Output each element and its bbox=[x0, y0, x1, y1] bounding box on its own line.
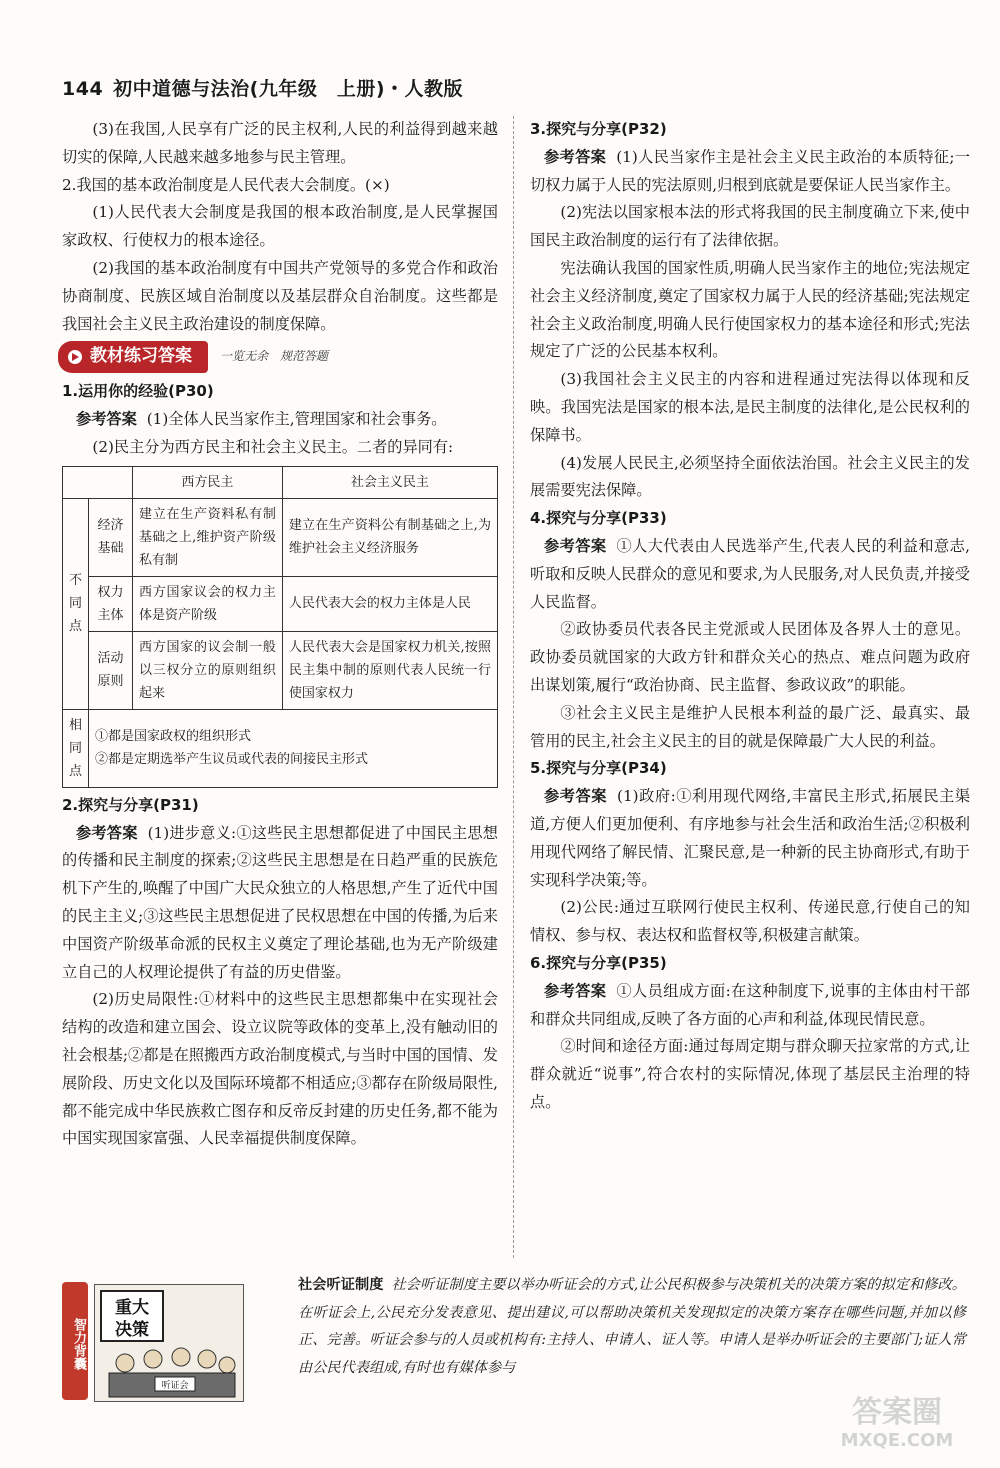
hearing-illustration-svg bbox=[95, 1285, 243, 1401]
watermark-line1: 答案圈 bbox=[852, 1395, 942, 1430]
hearing-illustration bbox=[94, 1284, 244, 1402]
note-body: 社会听证制度主要以举办听证会的方式,让公民积极参与决策机关的决策方案的拟定和修改。在听证会上,公民充分发表意见、提出建议,可以帮助决策机关发现拟定的决策方案存在哪些问题,并加以修正、完善。听证会参与的人员或机构有:主持人、申请人、证人等。申请人是举办听证会的主要部门;证人常由公民代表组成,有时也有媒体参与 bbox=[298, 1277, 966, 1376]
section-banner bbox=[58, 342, 498, 372]
comparison-table bbox=[62, 466, 498, 788]
answer-label: 参考答案 bbox=[76, 823, 138, 842]
section-heading: 2.探究与分享(P31) bbox=[62, 795, 199, 814]
person-head bbox=[172, 1348, 190, 1366]
table-sign-text: 听证会 bbox=[161, 1381, 189, 1391]
answer-text: (2)宪法以国家根本法的形式将我国的民主制度确立下来,使中国民主政治制度的运行有了法律依据。 bbox=[530, 203, 970, 250]
table-corner bbox=[63, 466, 133, 498]
answer-text: (1)进步意义:①这些民主思想都促进了中国民主思想的传播和民主制度的探索;②这些民主思想是在日趋严重的民族危机下产生的,唤醒了中国广大民众独立的人格思想,产生了近代中国的民主主义;③这些民主思想促进了民权思想在中国的传播,为后来中国资产阶级革命派的民权主义奠定了理论基础,也为无产阶级建立自己的人权理论提供了有益的历史借鉴。 bbox=[62, 823, 498, 981]
person-head bbox=[116, 1354, 134, 1372]
person-head bbox=[198, 1350, 216, 1368]
banner-tag bbox=[58, 341, 208, 373]
sign-text-2: 决策 bbox=[115, 1320, 149, 1340]
table-row bbox=[63, 576, 498, 631]
answer-label: 参考答案 bbox=[544, 787, 608, 806]
left-column bbox=[62, 116, 498, 1153]
table-header-west: 西方民主 bbox=[133, 466, 283, 498]
answer-text: ③社会主义民主是维护人民根本利益的最广泛、最真实、最管用的民主,社会主义民主的目的就是保障最广大人民的利益。 bbox=[530, 703, 970, 750]
answer-text: (1)人民当家作主是社会主义民主政治的本质特征;一切权力属于人民的宪法原则,归根到底就是要保证人民当家作主。 bbox=[530, 147, 971, 194]
table-cell: 人民代表大会的权力主体是人民 bbox=[282, 576, 497, 631]
answer-text: (4)发展人民民主,必须坚持全面依法治国。社会主义民主的发展需要宪法保障。 bbox=[530, 453, 970, 500]
paragraph: (2)我国的基本政治制度有中国共产党领导的多党合作和政治协商制度、民族区域自治制度以及基层群众自治制度。这些都是我国社会主义民主政治建设的制度保障。 bbox=[62, 258, 498, 333]
answer-text: ②时间和途径方面:通过每周定期与群众聊天拉家常的方式,让群众就近“说事”,符合农村的实际情况,体现了基层民主治理的特点。 bbox=[530, 1037, 970, 1111]
question-2: 2.我国的基本政治制度是人民代表大会制度。(×) bbox=[62, 175, 390, 194]
answer-label: 参考答案 bbox=[544, 536, 607, 555]
answer-label: 参考答案 bbox=[76, 410, 137, 429]
row-label: 活动原则 bbox=[89, 631, 133, 709]
play-icon bbox=[68, 350, 82, 364]
person-head bbox=[219, 1357, 235, 1373]
answer-text: (1)政府:①利用现代网络,丰富民主形式,拓展民主渠道,方便人们更加便利、有序地参与社会生活和政治生活;②积极利用现代网络了解民情、汇聚民意,是一种新的民主协商形式,有助于实现科学决策;等。 bbox=[530, 787, 971, 889]
answer-text: ①人员组成方面:在这种制度下,说事的主体由村干部和群众共同组成,反映了各方面的心声和利益,体现民情民意。 bbox=[530, 981, 970, 1028]
answer-text: (2)历史局限性:①材料中的这些民主思想都集中在实现社会结构的改造和建立国会、设立议院等政体的变革上,没有触动旧的社会根基;②都是在照搬西方政治制度模式,与当时中国的国情、发展阶段、历史文化以及国际环境都不相适应;③都存在阶级局限性,都不能完成中华民族救亡图存和反帝反封建的历史任务,都不能为中国实现国家富强、人民幸福提供制度保障。 bbox=[62, 990, 498, 1148]
column-divider bbox=[513, 116, 514, 1258]
note-side-tag: 智力背囊 bbox=[62, 1282, 88, 1400]
table-cell: 建立在生产资料公有制基础之上,为维护社会主义经济服务 bbox=[282, 498, 497, 576]
table-row bbox=[63, 709, 498, 787]
answer-text: (2)公民:通过互联网行使民主权利、传递民意,行使自己的知情权、参与权、表达权和监督权等,积极建言献策。 bbox=[530, 898, 970, 945]
same-label: 相同点 bbox=[63, 709, 89, 787]
answer-label: 参考答案 bbox=[544, 981, 607, 1000]
note-keyword: 社会听证制度 bbox=[298, 1277, 384, 1293]
banner-tag-label: 教材练习答案 bbox=[90, 346, 192, 367]
section-heading: 1.运用你的经验(P30) bbox=[62, 382, 214, 401]
table-cell bbox=[89, 709, 498, 787]
page-header bbox=[62, 74, 463, 101]
paragraph: (1)人民代表大会制度是我国的根本政治制度,是人民掌握国家政权、行使权力的根本途径。 bbox=[62, 203, 498, 250]
note-text bbox=[298, 1272, 966, 1382]
book-title: 初中道德与法治(九年级 上册)・人教版 bbox=[113, 78, 464, 100]
watermark-line2: MXQE.COM bbox=[840, 1430, 954, 1451]
answer-text: (2)民主分为西方民主和社会主义民主。二者的异同有: bbox=[92, 437, 454, 456]
answer-text: (3)我国社会主义民主的内容和进程通过宪法得以体现和反映。我国宪法是国家的根本法,是民主制度的法律化,是公民权利的保障书。 bbox=[530, 370, 970, 444]
answer-text: ①人大代表由人民选举产生,代表人民的利益和意志,听取和反映人民群众的意见和要求,为人民服务,对人民负责,并接受人民监督。 bbox=[530, 536, 971, 611]
section-heading: 5.探究与分享(P34) bbox=[530, 759, 667, 778]
section-heading: 3.探究与分享(P32) bbox=[530, 120, 667, 138]
sign-text-1: 重大 bbox=[115, 1298, 149, 1318]
same-point: ②都是定期选举产生议员或代表的间接民主形式 bbox=[95, 752, 369, 768]
section-heading: 6.探究与分享(P35) bbox=[530, 953, 667, 972]
table-header-social: 社会主义民主 bbox=[282, 466, 497, 498]
page-number: 144 bbox=[62, 78, 104, 100]
person-head bbox=[144, 1350, 162, 1368]
answer-text: ②政协委员代表各民主党派或人民团体及各界人士的意见。政协委员就国家的大政方针和群众关心的热点、难点问题为政府出谋划策,履行“政治协商、民主监督、参政议政”的职能。 bbox=[530, 620, 970, 694]
table-row bbox=[63, 631, 498, 709]
watermark-logo bbox=[814, 1388, 980, 1452]
table-header-row bbox=[63, 466, 498, 498]
table-cell: 西方国家的议会制一般以三权分立的原则组织起来 bbox=[133, 631, 283, 709]
row-label: 经济基础 bbox=[89, 498, 133, 576]
diff-label: 不同点 bbox=[63, 498, 89, 709]
banner-subtitle: 一览无余 规范答题 bbox=[220, 349, 329, 364]
row-label: 权力主体 bbox=[89, 576, 133, 631]
answer-label: 参考答案 bbox=[544, 147, 607, 166]
table-cell: 建立在生产资料私有制基础之上,维护资产阶级私有制 bbox=[133, 498, 283, 576]
table-row bbox=[63, 498, 498, 576]
answer-text: (1)全体人民当家作主,管理国家和社会事务。 bbox=[146, 410, 447, 429]
table-cell: 西方国家议会的权力主体是资产阶级 bbox=[133, 576, 283, 631]
paragraph: (3)在我国,人民享有广泛的民主权利,人民的利益得到越来越切实的保障,人民越来越多地参与民主管理。 bbox=[62, 120, 498, 166]
answer-text: 宪法确认我国的国家性质,明确人民当家作主的地位;宪法规定社会主义经济制度,奠定了国家权力属于人民的经济基础;宪法规定社会主义政治制度,明确人民行使国家权力的基本途径和形式;宪法规定了广泛的公民基本权利。 bbox=[530, 258, 970, 361]
table-cell: 人民代表大会是国家权力机关,按照民主集中制的原则代表人民统一行使国家权力 bbox=[282, 631, 497, 709]
same-point: ①都是国家政权的组织形式 bbox=[95, 729, 252, 745]
section-heading: 4.探究与分享(P33) bbox=[530, 509, 667, 528]
right-column bbox=[530, 116, 970, 1117]
